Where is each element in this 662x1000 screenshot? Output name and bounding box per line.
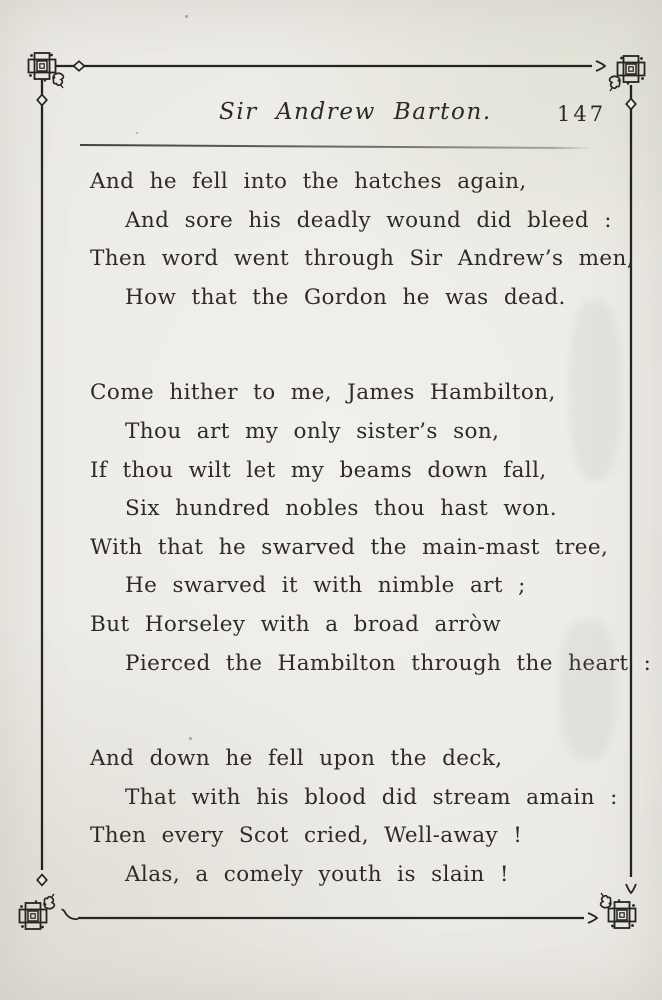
- fletch-arrow-ornament: [626, 884, 636, 893]
- stanza: [90, 740, 618, 894]
- poem-line: Alas, a comely youth is slain !: [125, 861, 509, 887]
- poem-line: Thou art my only sister’s son,: [125, 418, 500, 444]
- poem-line: How that the Gordon he was dead.: [125, 284, 566, 310]
- poem-line: And sore his deadly wound did bleed :: [125, 207, 612, 233]
- diamond-ornament: [37, 95, 47, 106]
- ink-speck: [300, 752, 302, 754]
- stanza: [90, 374, 652, 683]
- stanza: [90, 163, 635, 317]
- ink-speck: [185, 15, 188, 18]
- corner-ornament-bottom-right: [601, 893, 636, 928]
- page-title: Sir Andrew Barton.: [219, 99, 492, 125]
- poem-text: [90, 163, 652, 952]
- diamond-ornament: [37, 875, 47, 886]
- ink-speck: [136, 132, 138, 134]
- poem-line: And down he fell upon the deck,: [90, 746, 503, 772]
- diamond-ornament: [626, 99, 636, 110]
- poem-line: Come hither to me, James Hambilton,: [90, 380, 556, 406]
- poem-line: But Horseley with a broad arròw: [90, 611, 502, 637]
- poem-line: Then every Scot cried, Well-away !: [90, 823, 523, 849]
- poem-line: That with his blood did stream amain :: [125, 784, 618, 810]
- bleed-through-smudge: [560, 620, 615, 760]
- poem-line: And he fell into the hatches again,: [90, 169, 527, 194]
- corner-ornament-top-right: [610, 56, 645, 91]
- page-number: 147: [557, 102, 607, 126]
- corner-ornament-bottom-left: [20, 894, 55, 929]
- ink-speck: [189, 737, 192, 740]
- poem-line: Six hundred nobles thou hast won.: [125, 496, 558, 522]
- poem-line: If thou wilt let my beams down fall,: [90, 457, 547, 483]
- bleed-through-smudge: [570, 300, 620, 480]
- poem-line: Then word went through Sir Andrew’s men,: [90, 246, 635, 272]
- poem-line: Pierced the Hambilton through the heart :: [125, 650, 652, 676]
- arrow-end-ornament: [596, 61, 605, 71]
- hook-ornament: [62, 910, 79, 920]
- corner-ornament-top-left: [29, 53, 64, 88]
- diamond-ornament: [74, 61, 85, 71]
- poem-line: With that he swarved the main-mast tree,: [90, 534, 609, 560]
- poem-line: He swarved it with nimble art ;: [125, 573, 526, 599]
